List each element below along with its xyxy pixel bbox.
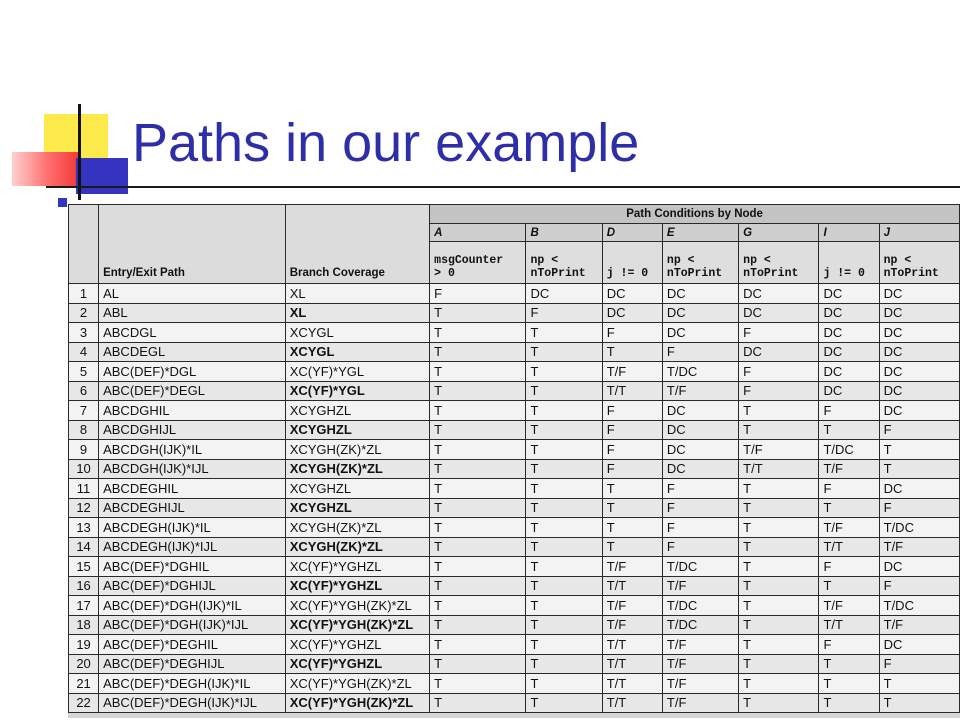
- row-number-cell: 7: [69, 401, 99, 421]
- node-g-cell: T: [739, 557, 819, 577]
- node-header: B: [526, 224, 602, 242]
- row-number-cell: 10: [69, 459, 99, 479]
- node-e-cell: DC: [662, 459, 738, 479]
- table-row: [69, 576, 960, 596]
- condition-header: [526, 242, 602, 284]
- path-conditions-header: Path Conditions by Node: [430, 205, 960, 224]
- table-row: [69, 615, 960, 635]
- node-b-cell: T: [526, 498, 602, 518]
- entry-exit-path-cell: ABCDEGHIJL: [99, 498, 286, 518]
- node-j-cell: T: [879, 674, 959, 694]
- node-b-cell: T: [526, 420, 602, 440]
- branch-coverage-cell: XC(YF)*YGHZL: [285, 576, 429, 596]
- node-j-cell: T/F: [879, 537, 959, 557]
- row-number-cell: 17: [69, 596, 99, 616]
- branch-coverage-cell: XCYGHZL: [285, 420, 429, 440]
- node-b-cell: T: [526, 381, 602, 401]
- node-i-cell: T/T: [819, 615, 879, 635]
- node-a-cell: T: [430, 674, 526, 694]
- node-g-cell: DC: [739, 342, 819, 362]
- node-j-cell: F: [879, 420, 959, 440]
- node-e-cell: T/F: [662, 381, 738, 401]
- node-b-cell: T: [526, 596, 602, 616]
- node-i-cell: DC: [819, 303, 879, 323]
- node-a-cell: T: [430, 518, 526, 538]
- node-header: I: [819, 224, 879, 242]
- entry-exit-path-cell: ABC(DEF)*DEGHIJL: [99, 654, 286, 674]
- branch-coverage-cell: XCYGL: [285, 323, 429, 343]
- row-number-cell: 8: [69, 420, 99, 440]
- node-b-cell: T: [526, 518, 602, 538]
- node-a-cell: T: [430, 342, 526, 362]
- node-i-cell: T/F: [819, 459, 879, 479]
- condition-line: j != 0: [823, 267, 865, 280]
- condition-line: nToPrint: [666, 267, 723, 280]
- node-e-cell: T/F: [662, 576, 738, 596]
- entry-exit-path-cell: ABC(DEF)*DGL: [99, 362, 286, 382]
- node-e-cell: T/F: [662, 674, 738, 694]
- row-number-cell: 19: [69, 635, 99, 655]
- entry-exit-path-cell: ABCDEGHIL: [99, 479, 286, 499]
- table-row: [69, 323, 960, 343]
- node-e-cell: T/F: [662, 654, 738, 674]
- entry-exit-path-cell: ABC(DEF)*DGH(IJK)*IL: [99, 596, 286, 616]
- entry-exit-path-cell: ABCDGH(IJK)*IJL: [99, 459, 286, 479]
- entry-exit-path-cell: ABC(DEF)*DEGH(IJK)*IL: [99, 674, 286, 694]
- entry-exit-path-cell: ABL: [99, 303, 286, 323]
- branch-coverage-header: Branch Coverage: [285, 205, 429, 284]
- entry-exit-path-cell: ABCDEGH(IJK)*IL: [99, 518, 286, 538]
- node-g-cell: T/F: [739, 440, 819, 460]
- row-number-cell: 21: [69, 674, 99, 694]
- node-d-cell: T/F: [602, 615, 662, 635]
- node-i-cell: F: [819, 479, 879, 499]
- row-number-cell: 14: [69, 537, 99, 557]
- branch-coverage-cell: XC(YF)*YGH(ZK)*ZL: [285, 693, 429, 713]
- node-b-cell: T: [526, 615, 602, 635]
- node-i-cell: DC: [819, 362, 879, 382]
- node-d-cell: DC: [602, 284, 662, 304]
- entry-exit-path-cell: ABCDGH(IJK)*IL: [99, 440, 286, 460]
- node-d-cell: T/T: [602, 381, 662, 401]
- node-e-cell: T/DC: [662, 557, 738, 577]
- node-i-cell: T: [819, 576, 879, 596]
- node-header: J: [879, 224, 959, 242]
- entry-exit-path-cell: ABCDEGH(IJK)*IJL: [99, 537, 286, 557]
- slide-title: Paths in our example: [132, 113, 640, 173]
- node-g-cell: T: [739, 498, 819, 518]
- node-b-cell: T: [526, 576, 602, 596]
- branch-coverage-cell: XC(YF)*YGH(ZK)*ZL: [285, 596, 429, 616]
- row-number-cell: 18: [69, 615, 99, 635]
- node-a-cell: F: [430, 284, 526, 304]
- row-number-cell: 6: [69, 381, 99, 401]
- node-j-cell: DC: [879, 303, 959, 323]
- node-a-cell: T: [430, 479, 526, 499]
- node-j-cell: DC: [879, 362, 959, 382]
- table-row: [69, 557, 960, 577]
- condition-line: [823, 254, 874, 267]
- row-number-cell: 9: [69, 440, 99, 460]
- row-number-cell: 13: [69, 518, 99, 538]
- branch-coverage-cell: XC(YF)*YGH(ZK)*ZL: [285, 674, 429, 694]
- node-d-cell: T: [602, 342, 662, 362]
- node-j-cell: DC: [879, 557, 959, 577]
- branch-coverage-cell: XCYGHZL: [285, 498, 429, 518]
- node-d-cell: T: [602, 479, 662, 499]
- condition-line: nToPrint: [530, 267, 586, 280]
- node-e-cell: F: [662, 342, 738, 362]
- node-g-cell: F: [739, 362, 819, 382]
- table-row: [69, 381, 960, 401]
- node-a-cell: T: [430, 596, 526, 616]
- node-i-cell: T: [819, 693, 879, 713]
- condition-header: [662, 242, 738, 284]
- row-number-cell: 5: [69, 362, 99, 382]
- entry-exit-path-cell: ABCDEGL: [99, 342, 286, 362]
- node-g-cell: T: [739, 576, 819, 596]
- node-g-cell: F: [739, 381, 819, 401]
- branch-coverage-cell: XCYGHZL: [285, 401, 429, 421]
- table-row: [69, 303, 960, 323]
- node-j-cell: DC: [879, 635, 959, 655]
- node-g-cell: F: [739, 323, 819, 343]
- node-a-cell: T: [430, 615, 526, 635]
- node-e-cell: F: [662, 518, 738, 538]
- node-j-cell: T/F: [879, 615, 959, 635]
- node-b-cell: T: [526, 323, 602, 343]
- condition-line: np <: [743, 254, 771, 267]
- node-b-cell: T: [526, 459, 602, 479]
- node-d-cell: T/T: [602, 654, 662, 674]
- decor-red-gradient-bar: [12, 152, 78, 186]
- header-group-row: [69, 205, 960, 224]
- node-b-cell: T: [526, 654, 602, 674]
- node-i-cell: DC: [819, 284, 879, 304]
- node-a-cell: T: [430, 459, 526, 479]
- table-row: [69, 284, 960, 304]
- node-j-cell: T/DC: [879, 596, 959, 616]
- entry-exit-path-cell: ABC(DEF)*DGHIL: [99, 557, 286, 577]
- condition-header: [879, 242, 959, 284]
- node-a-cell: T: [430, 323, 526, 343]
- node-a-cell: T: [430, 303, 526, 323]
- node-header: D: [602, 224, 662, 242]
- decor-blue-square: [76, 158, 128, 194]
- node-b-cell: T: [526, 401, 602, 421]
- scanned-table-image: [68, 204, 960, 718]
- node-i-cell: T: [819, 498, 879, 518]
- node-g-cell: DC: [739, 303, 819, 323]
- node-d-cell: F: [602, 401, 662, 421]
- entry-exit-path-cell: ABC(DEF)*DGHIJL: [99, 576, 286, 596]
- node-g-cell: T: [739, 401, 819, 421]
- node-a-cell: T: [430, 693, 526, 713]
- condition-line: np <: [883, 254, 912, 267]
- condition-line: nToPrint: [883, 267, 939, 280]
- condition-line: np <: [666, 254, 695, 267]
- row-number-cell: 22: [69, 693, 99, 713]
- row-number-header: [69, 205, 99, 284]
- table-row: [69, 401, 960, 421]
- entry-exit-path-cell: ABC(DEF)*DEGH(IJK)*IJL: [99, 693, 286, 713]
- table-row: [69, 537, 960, 557]
- node-e-cell: F: [662, 479, 738, 499]
- node-e-cell: DC: [662, 420, 738, 440]
- row-number-cell: 12: [69, 498, 99, 518]
- entry-exit-path-cell: ABC(DEF)*DEGL: [99, 381, 286, 401]
- node-a-cell: T: [430, 635, 526, 655]
- node-i-cell: T: [819, 420, 879, 440]
- node-i-cell: DC: [819, 342, 879, 362]
- node-j-cell: DC: [879, 342, 959, 362]
- node-g-cell: T: [739, 654, 819, 674]
- table-row: [69, 420, 960, 440]
- table-row: [69, 362, 960, 382]
- node-e-cell: F: [662, 498, 738, 518]
- table-row: [69, 498, 960, 518]
- branch-coverage-cell: XCYGH(ZK)*ZL: [285, 537, 429, 557]
- node-e-cell: T/DC: [662, 362, 738, 382]
- node-j-cell: DC: [879, 401, 959, 421]
- node-d-cell: T/F: [602, 362, 662, 382]
- node-d-cell: F: [602, 459, 662, 479]
- paths-table-body: [69, 284, 960, 713]
- node-g-cell: T/T: [739, 459, 819, 479]
- decor-small-blue-square: [58, 198, 67, 207]
- node-g-cell: T: [739, 596, 819, 616]
- entry-exit-path-cell: AL: [99, 284, 286, 304]
- table-row: [69, 674, 960, 694]
- node-e-cell: DC: [662, 440, 738, 460]
- node-a-cell: T: [430, 440, 526, 460]
- branch-coverage-cell: XC(YF)*YGHZL: [285, 557, 429, 577]
- table-row: [69, 693, 960, 713]
- node-d-cell: T: [602, 537, 662, 557]
- table-row: [69, 654, 960, 674]
- node-header: G: [739, 224, 819, 242]
- row-number-cell: 2: [69, 303, 99, 323]
- table-row: [69, 596, 960, 616]
- node-e-cell: DC: [662, 284, 738, 304]
- condition-line: > 0: [434, 267, 455, 280]
- table-row: [69, 518, 960, 538]
- node-j-cell: DC: [879, 381, 959, 401]
- entry-exit-path-cell: ABC(DEF)*DEGHIL: [99, 635, 286, 655]
- title-underline: [46, 186, 960, 188]
- row-number-cell: 4: [69, 342, 99, 362]
- node-g-cell: T: [739, 479, 819, 499]
- branch-coverage-cell: XC(YF)*YGHZL: [285, 654, 429, 674]
- node-i-cell: T: [819, 654, 879, 674]
- table-row: [69, 459, 960, 479]
- node-d-cell: F: [602, 323, 662, 343]
- entry-exit-path-cell: ABC(DEF)*DGH(IJK)*IJL: [99, 615, 286, 635]
- row-number-cell: 16: [69, 576, 99, 596]
- node-a-cell: T: [430, 401, 526, 421]
- entry-exit-path-cell: ABCDGHIL: [99, 401, 286, 421]
- node-e-cell: F: [662, 537, 738, 557]
- condition-line: msgCounter: [434, 254, 504, 267]
- condition-header: [602, 242, 662, 284]
- node-b-cell: T: [526, 362, 602, 382]
- node-d-cell: T/T: [602, 635, 662, 655]
- node-b-cell: T: [526, 674, 602, 694]
- branch-coverage-cell: XC(YF)*YGHZL: [285, 635, 429, 655]
- branch-coverage-cell: XCYGH(ZK)*ZL: [285, 518, 429, 538]
- node-b-cell: T: [526, 693, 602, 713]
- branch-coverage-cell: XL: [285, 284, 429, 304]
- node-d-cell: F: [602, 420, 662, 440]
- node-header: E: [662, 224, 738, 242]
- branch-coverage-cell: XC(YF)*YGH(ZK)*ZL: [285, 615, 429, 635]
- paths-table: [68, 204, 960, 713]
- node-d-cell: T/T: [602, 576, 662, 596]
- node-e-cell: T/DC: [662, 615, 738, 635]
- node-j-cell: F: [879, 654, 959, 674]
- entry-exit-path-cell: ABCDGHIJL: [99, 420, 286, 440]
- node-i-cell: T: [819, 674, 879, 694]
- node-d-cell: T/T: [602, 693, 662, 713]
- condition-line: [607, 254, 658, 267]
- node-i-cell: T/F: [819, 596, 879, 616]
- condition-line: j != 0: [606, 267, 649, 280]
- node-g-cell: T: [739, 537, 819, 557]
- node-i-cell: F: [819, 401, 879, 421]
- row-number-cell: 20: [69, 654, 99, 674]
- node-i-cell: T/F: [819, 518, 879, 538]
- node-a-cell: T: [430, 576, 526, 596]
- node-d-cell: T: [602, 498, 662, 518]
- table-row: [69, 635, 960, 655]
- node-e-cell: T/F: [662, 635, 738, 655]
- node-j-cell: DC: [879, 323, 959, 343]
- node-g-cell: T: [739, 615, 819, 635]
- node-d-cell: T/F: [602, 596, 662, 616]
- node-a-cell: T: [430, 362, 526, 382]
- table-row: [69, 440, 960, 460]
- condition-line: np <: [530, 254, 559, 267]
- node-g-cell: T: [739, 693, 819, 713]
- condition-header: [739, 242, 819, 284]
- node-a-cell: T: [430, 537, 526, 557]
- node-i-cell: T/DC: [819, 440, 879, 460]
- node-b-cell: DC: [526, 284, 602, 304]
- node-b-cell: T: [526, 479, 602, 499]
- branch-coverage-cell: XCYGL: [285, 342, 429, 362]
- node-header: A: [430, 224, 526, 242]
- node-a-cell: T: [430, 498, 526, 518]
- node-j-cell: T: [879, 459, 959, 479]
- node-b-cell: T: [526, 342, 602, 362]
- node-a-cell: T: [430, 654, 526, 674]
- node-j-cell: T: [879, 440, 959, 460]
- node-e-cell: T/DC: [662, 596, 738, 616]
- node-i-cell: T/T: [819, 537, 879, 557]
- node-i-cell: F: [819, 557, 879, 577]
- node-a-cell: T: [430, 381, 526, 401]
- branch-coverage-cell: XC(YF)*YGL: [285, 381, 429, 401]
- condition-line: nToPrint: [743, 267, 799, 280]
- node-a-cell: T: [430, 420, 526, 440]
- node-a-cell: T: [430, 557, 526, 577]
- node-e-cell: T/F: [662, 693, 738, 713]
- branch-coverage-cell: XCYGH(ZK)*ZL: [285, 440, 429, 460]
- entry-exit-path-cell: ABCDGL: [99, 323, 286, 343]
- node-b-cell: T: [526, 635, 602, 655]
- node-i-cell: DC: [819, 381, 879, 401]
- row-number-cell: 1: [69, 284, 99, 304]
- row-number-cell: 15: [69, 557, 99, 577]
- table-row: [69, 342, 960, 362]
- branch-coverage-cell: XL: [285, 303, 429, 323]
- node-j-cell: DC: [879, 479, 959, 499]
- row-number-cell: 3: [69, 323, 99, 343]
- node-b-cell: F: [526, 303, 602, 323]
- table-row: [69, 479, 960, 499]
- row-number-cell: 11: [69, 479, 99, 499]
- node-j-cell: DC: [879, 284, 959, 304]
- node-g-cell: T: [739, 420, 819, 440]
- branch-coverage-cell: XC(YF)*YGL: [285, 362, 429, 382]
- node-d-cell: DC: [602, 303, 662, 323]
- node-i-cell: F: [819, 635, 879, 655]
- node-i-cell: DC: [819, 323, 879, 343]
- node-g-cell: DC: [739, 284, 819, 304]
- condition-header: [430, 242, 526, 284]
- node-d-cell: T/F: [602, 557, 662, 577]
- node-g-cell: T: [739, 518, 819, 538]
- node-j-cell: T: [879, 693, 959, 713]
- node-b-cell: T: [526, 557, 602, 577]
- entry-exit-path-header: Entry/Exit Path: [99, 205, 286, 284]
- node-g-cell: T: [739, 635, 819, 655]
- node-d-cell: T/T: [602, 674, 662, 694]
- node-e-cell: DC: [662, 303, 738, 323]
- node-j-cell: T/DC: [879, 518, 959, 538]
- node-e-cell: DC: [662, 401, 738, 421]
- node-j-cell: F: [879, 498, 959, 518]
- node-b-cell: T: [526, 440, 602, 460]
- node-e-cell: DC: [662, 323, 738, 343]
- node-b-cell: T: [526, 537, 602, 557]
- branch-coverage-cell: XCYGHZL: [285, 479, 429, 499]
- node-d-cell: F: [602, 440, 662, 460]
- branch-coverage-cell: XCYGH(ZK)*ZL: [285, 459, 429, 479]
- node-j-cell: F: [879, 576, 959, 596]
- node-d-cell: T: [602, 518, 662, 538]
- node-g-cell: T: [739, 674, 819, 694]
- condition-header: [819, 242, 879, 284]
